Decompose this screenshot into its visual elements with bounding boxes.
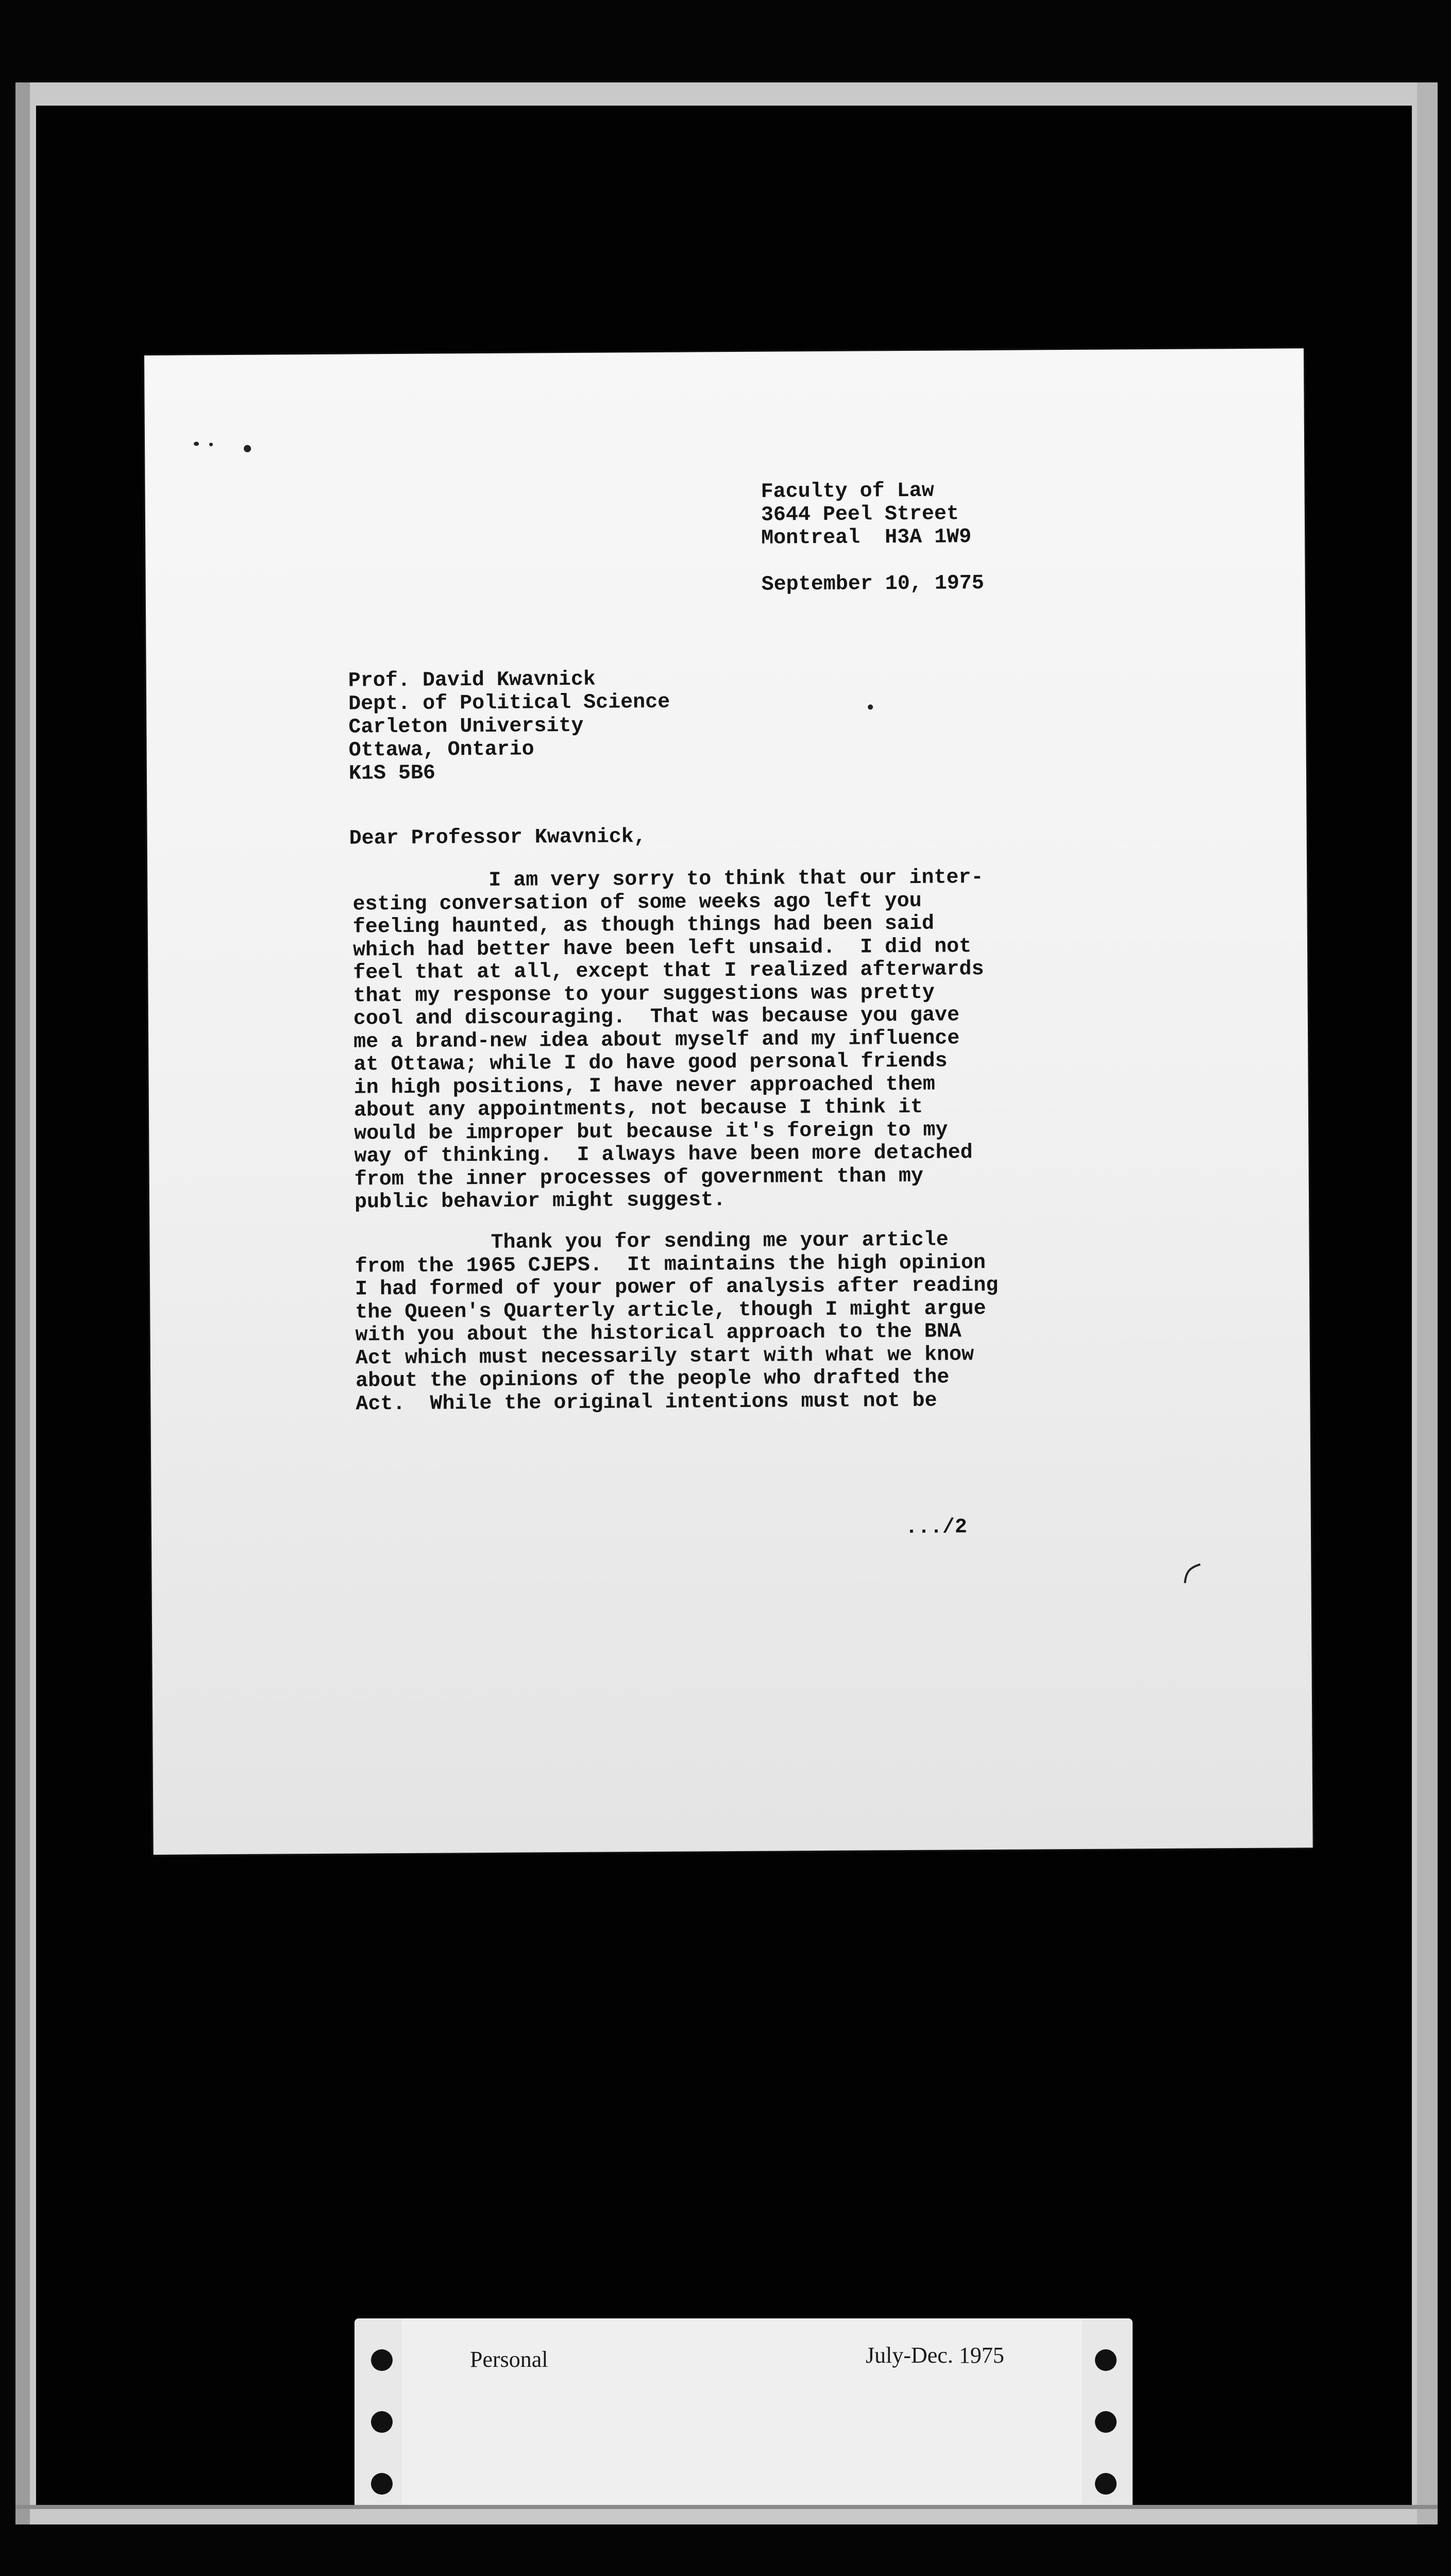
page-speck xyxy=(194,442,199,446)
right-edge-strip xyxy=(1417,82,1438,2524)
letter-page xyxy=(144,348,1313,1855)
binder-hole-icon xyxy=(1095,2411,1117,2433)
binder-hole-icon xyxy=(1095,2349,1117,2371)
folder-category-label: Personal xyxy=(470,2347,548,2372)
sender-address xyxy=(761,479,972,550)
binder-hole-icon xyxy=(371,2473,393,2495)
recipient-address xyxy=(348,668,670,786)
binder-hole-icon xyxy=(371,2349,393,2371)
body-paragraph-1: I am very sorry to think that our inter- esting conversation of some weeks ago left you feeling haunted, as though things had been said which had better have been left unsaid. I did not feel that at all, except that I realized afterwards that my response to your suggestions was pretty cool and discouraging. That was because you gave me a brand-new idea about myself and my influence at Ottawa; while I do have good personal friends in high positions, I have never approached them about any appointments, not because I think it would be improper but because it's foreign to my way of thinking. I always have been more detached from the inner processes of government than my public behavior might suggest. xyxy=(352,866,984,1214)
sender-line: 3644 Peel Street xyxy=(761,502,959,527)
recipient-line: Ottawa, Ontario xyxy=(348,738,534,762)
page-continuation-marker: .../2 xyxy=(905,1516,968,1540)
page-speck xyxy=(244,445,251,452)
binder-hole-icon xyxy=(371,2411,393,2433)
recipient-line: K1S 5B6 xyxy=(348,761,436,786)
page-speck xyxy=(209,443,213,446)
sender-line: Faculty of Law xyxy=(761,479,934,504)
left-edge-strip xyxy=(15,82,30,2524)
binder-hole-icon xyxy=(1095,2473,1117,2495)
letter-date: September 10, 1975 xyxy=(761,572,984,597)
sender-line: Montreal H3A 1W9 xyxy=(761,526,972,550)
salutation: Dear Professor Kwavnick, xyxy=(349,825,646,851)
pen-mark-icon xyxy=(1179,1557,1210,1588)
folder-date-range-label: July-Dec. 1975 xyxy=(866,2343,1004,2368)
page-speck xyxy=(868,704,873,709)
recipient-line: Dept. of Political Science xyxy=(348,690,670,716)
recipient-line: Carleton University xyxy=(348,714,584,739)
recipient-line: Prof. David Kwavnick xyxy=(348,668,596,693)
body-paragraph-2: Thank you for sending me your article from the 1965 CJEPS. It maintains the high opinion I had formed of your power of analysis after reading the Queen's Quarterly article, though I might argue with you about the historical approach to the BNA Act which must necessarily start with what we know about the opinions of the people who drafted the Act. While the original intentions must not be xyxy=(355,1228,999,1416)
bottom-frame-line xyxy=(15,2505,1438,2509)
